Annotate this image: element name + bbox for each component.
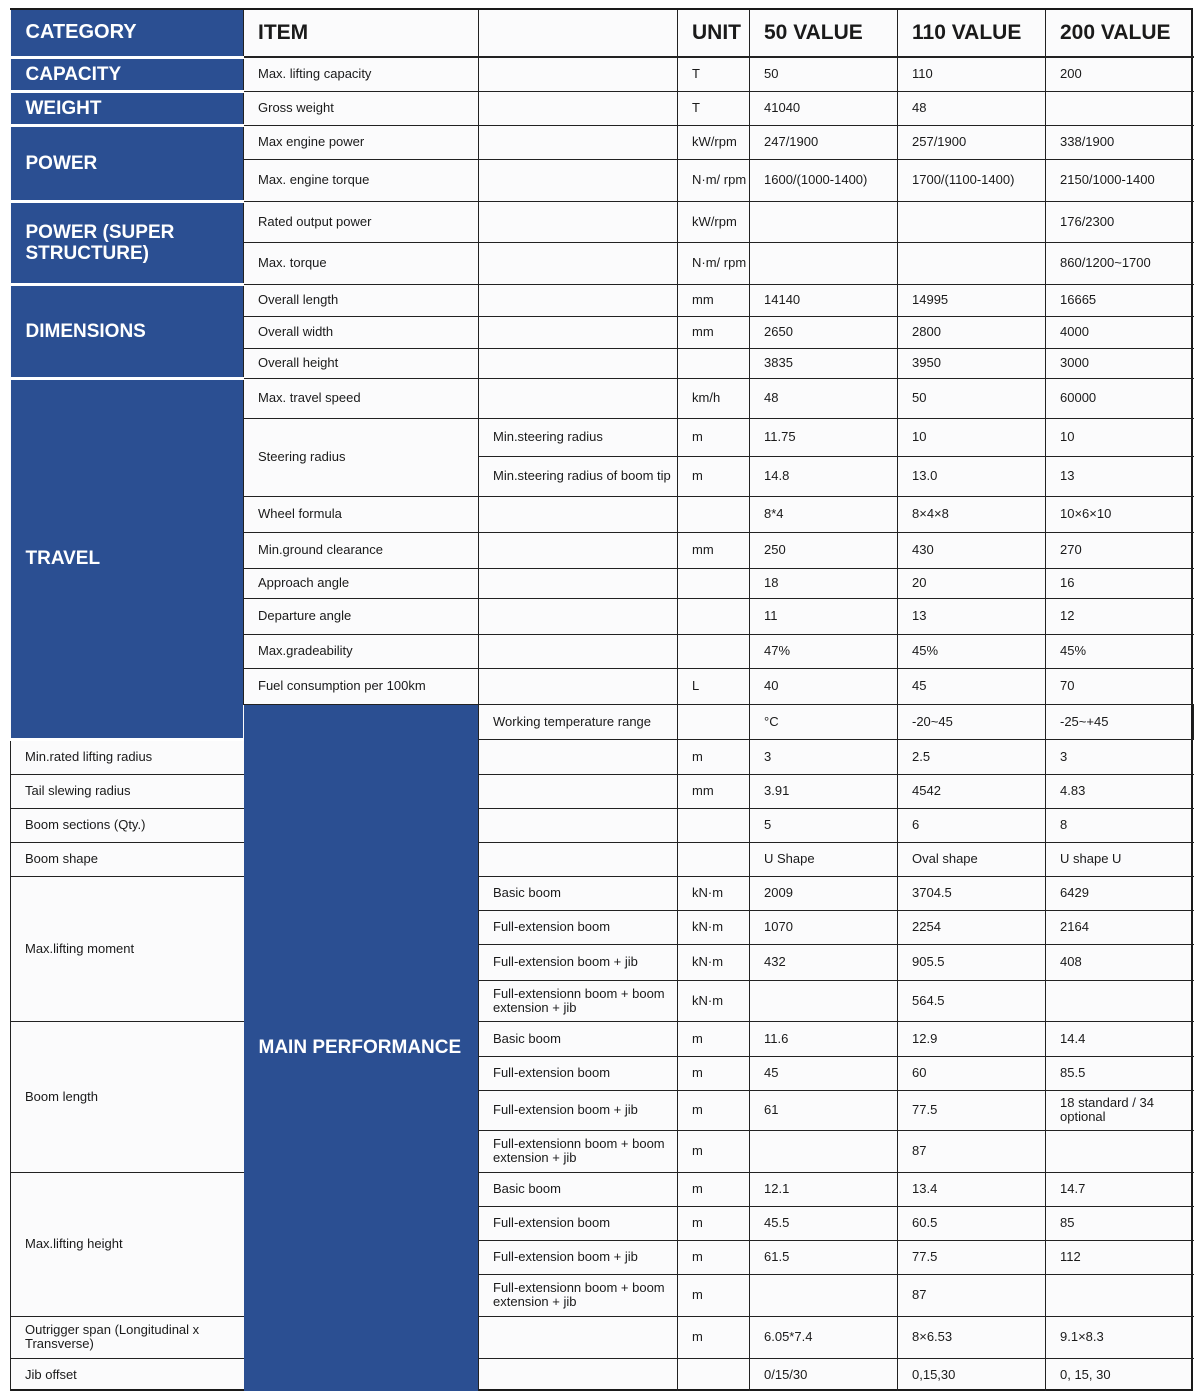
value-110-cell: 8×6.53	[898, 1316, 1046, 1358]
value-110-cell: 60	[898, 1056, 1046, 1090]
unit-cell	[678, 496, 750, 532]
unit-cell: kW/rpm	[678, 201, 750, 242]
item-cell: Fuel consumption per 100km	[244, 668, 479, 704]
value-200-cell: 176/2300	[1046, 201, 1194, 242]
value-200-cell: 3	[1046, 739, 1194, 774]
value-200-cell: 10×6×10	[1046, 496, 1194, 532]
value-110-cell: 257/1900	[898, 125, 1046, 159]
item-cell: Overall width	[244, 316, 479, 348]
sub-item-cell: Full-extensionn boom + boom extension + jib	[479, 1274, 678, 1316]
unit-cell: T	[678, 57, 750, 91]
sub-item-cell	[479, 808, 678, 842]
unit-cell: m	[678, 1172, 750, 1206]
unit-cell: kW/rpm	[678, 125, 750, 159]
item-cell: Overall height	[244, 348, 479, 378]
value-110-cell: 60.5	[898, 1206, 1046, 1240]
value-200-cell	[1046, 1274, 1194, 1316]
value-50-cell: 8*4	[750, 496, 898, 532]
value-50-cell	[750, 242, 898, 284]
table-row	[11, 378, 1194, 418]
item-cell: Max engine power	[244, 125, 479, 159]
table-row	[11, 201, 1194, 242]
value-200-cell: 16	[1046, 568, 1194, 598]
value-200-cell: 112	[1046, 1240, 1194, 1274]
unit-cell: kN·m	[678, 944, 750, 980]
sub-item-cell: Min.steering radius of boom tip	[479, 456, 678, 496]
unit-cell: m	[678, 1206, 750, 1240]
unit-cell: m	[678, 1090, 750, 1130]
unit-cell	[678, 842, 750, 876]
value-110-cell	[898, 201, 1046, 242]
table-row	[11, 808, 1194, 842]
unit-cell: m	[678, 1130, 750, 1172]
value-110-cell: 87	[898, 1130, 1046, 1172]
category-main-performance: MAIN PERFORMANCE	[244, 704, 479, 1391]
value-50-cell: 18	[750, 568, 898, 598]
value-50-cell: 48	[750, 378, 898, 418]
sub-item-cell: Basic boom	[479, 1172, 678, 1206]
value-50-cell: -20~45	[898, 704, 1046, 739]
value-50-cell: 1600/(1000-1400)	[750, 159, 898, 201]
unit-cell	[678, 1358, 750, 1391]
sub-item-cell	[479, 125, 678, 159]
value-50-cell: 41040	[750, 91, 898, 125]
unit-cell: kN·m	[678, 980, 750, 1021]
value-110-cell: 2.5	[898, 739, 1046, 774]
value-200-cell	[1046, 980, 1194, 1021]
value-200-cell: 45%	[1046, 634, 1194, 668]
value-50-cell: 14.8	[750, 456, 898, 496]
value-110-cell: 1700/(1100-1400)	[898, 159, 1046, 201]
value-110-cell: 13.0	[898, 456, 1046, 496]
unit-cell: m	[678, 1316, 750, 1358]
sub-item-cell: Min.steering radius	[479, 418, 678, 456]
value-110-cell: 45	[898, 668, 1046, 704]
value-50-cell: 1070	[750, 910, 898, 944]
sub-item-cell	[479, 348, 678, 378]
value-110-cell: 87	[898, 1274, 1046, 1316]
value-200-cell: 13	[1046, 456, 1194, 496]
value-200-cell: 14.4	[1046, 1021, 1194, 1056]
unit-cell	[678, 808, 750, 842]
value-50-cell	[750, 1130, 898, 1172]
sub-item-cell	[479, 316, 678, 348]
sub-item-cell	[479, 568, 678, 598]
value-110-cell: -25~+45	[1046, 704, 1194, 739]
table-row	[11, 774, 1194, 808]
unit-cell: kN·m	[678, 910, 750, 944]
item-cell: Max.lifting moment	[11, 876, 244, 1021]
value-200-cell: 2150/1000-1400	[1046, 159, 1194, 201]
value-110-cell: 12.9	[898, 1021, 1046, 1056]
value-110-cell: 905.5	[898, 944, 1046, 980]
table-row	[11, 1172, 1194, 1206]
value-200-cell: 408	[1046, 944, 1194, 980]
sub-item-cell: Full-extensionn boom + boom extension + jib	[479, 1130, 678, 1172]
value-50-cell: 45	[750, 1056, 898, 1090]
spec-table-sheet	[10, 8, 1193, 1391]
value-110-cell: 13.4	[898, 1172, 1046, 1206]
category-dimensions: DIMENSIONS	[11, 284, 244, 378]
value-200-cell: 85	[1046, 1206, 1194, 1240]
table-row	[11, 876, 1194, 910]
value-110-cell: 8×4×8	[898, 496, 1046, 532]
unit-cell: m	[678, 1274, 750, 1316]
item-cell: Jib offset	[11, 1358, 244, 1391]
sub-item-cell	[479, 91, 678, 125]
sub-item-cell	[479, 1358, 678, 1391]
header-200-value: 200 VALUE	[1046, 10, 1194, 57]
sub-item-cell	[479, 532, 678, 568]
value-200-cell: 2164	[1046, 910, 1194, 944]
value-200-cell: 200	[1046, 57, 1194, 91]
value-110-cell: 13	[898, 598, 1046, 634]
sub-item-cell: Full-extension boom + jib	[479, 944, 678, 980]
value-50-cell: 50	[750, 57, 898, 91]
table-row	[11, 125, 1194, 159]
category-capacity: CAPACITY	[11, 57, 244, 91]
unit-cell: mm	[678, 284, 750, 316]
value-200-cell: 4.83	[1046, 774, 1194, 808]
value-110-cell: 3704.5	[898, 876, 1046, 910]
value-50-cell: 40	[750, 668, 898, 704]
unit-cell: mm	[678, 774, 750, 808]
unit-cell: m	[678, 418, 750, 456]
value-50-cell: 247/1900	[750, 125, 898, 159]
sub-item-cell: Full-extension boom + jib	[479, 1240, 678, 1274]
sub-item-cell	[479, 159, 678, 201]
value-110-cell: 20	[898, 568, 1046, 598]
value-110-cell: 48	[898, 91, 1046, 125]
value-50-cell: U Shape	[750, 842, 898, 876]
sub-item-cell: Full-extension boom + jib	[479, 1090, 678, 1130]
table-row	[11, 284, 1194, 316]
value-50-cell: 45.5	[750, 1206, 898, 1240]
spec-table	[10, 10, 1194, 1391]
item-cell: Min.rated lifting radius	[11, 739, 244, 774]
value-110-cell	[898, 242, 1046, 284]
item-cell: Min.ground clearance	[244, 532, 479, 568]
value-50-cell	[750, 201, 898, 242]
value-50-cell: 2009	[750, 876, 898, 910]
value-110-cell: Oval shape	[898, 842, 1046, 876]
sub-item-cell: Full-extension boom	[479, 910, 678, 944]
value-110-cell: 3950	[898, 348, 1046, 378]
header-sub	[479, 10, 678, 57]
value-110-cell: 2800	[898, 316, 1046, 348]
item-cell: Max. engine torque	[244, 159, 479, 201]
sub-item-cell	[479, 634, 678, 668]
value-110-cell: 564.5	[898, 980, 1046, 1021]
value-200-cell: 16665	[1046, 284, 1194, 316]
item-cell: Overall length	[244, 284, 479, 316]
unit-cell	[678, 348, 750, 378]
value-110-cell: 77.5	[898, 1090, 1046, 1130]
category-travel: TRAVEL	[11, 378, 244, 739]
unit-cell: mm	[678, 316, 750, 348]
item-cell: Max.gradeability	[244, 634, 479, 668]
unit-cell: N·m/ rpm	[678, 242, 750, 284]
item-cell: Wheel formula	[244, 496, 479, 532]
unit-cell	[678, 634, 750, 668]
sub-item-cell: Basic boom	[479, 1021, 678, 1056]
unit-cell: kN·m	[678, 876, 750, 910]
value-200-cell: 10	[1046, 418, 1194, 456]
value-200-cell: 12	[1046, 598, 1194, 634]
value-200-cell: 6429	[1046, 876, 1194, 910]
value-110-cell: 45%	[898, 634, 1046, 668]
unit-cell: m	[678, 1021, 750, 1056]
value-110-cell: 0,15,30	[898, 1358, 1046, 1391]
value-50-cell: 11.75	[750, 418, 898, 456]
sub-item-cell: Full-extension boom	[479, 1206, 678, 1240]
value-50-cell: 2650	[750, 316, 898, 348]
unit-cell: m	[678, 1240, 750, 1274]
table-row	[11, 57, 1194, 91]
item-cell: Outrigger span (Longitudinal x Transverse)	[11, 1316, 244, 1358]
sub-item-cell: Full-extensionn boom + boom extension + jib	[479, 980, 678, 1021]
sub-item-cell	[479, 242, 678, 284]
unit-cell: m	[678, 739, 750, 774]
unit-cell: T	[678, 91, 750, 125]
item-cell: Boom sections (Qty.)	[11, 808, 244, 842]
value-50-cell: 14140	[750, 284, 898, 316]
sub-item-cell	[479, 284, 678, 316]
header-unit: UNIT	[678, 10, 750, 57]
sub-item-cell	[479, 1316, 678, 1358]
value-50-cell: 3	[750, 739, 898, 774]
value-50-cell: 250	[750, 532, 898, 568]
table-row	[11, 739, 1194, 774]
value-200-cell: U shape U	[1046, 842, 1194, 876]
table-row	[11, 1358, 1194, 1391]
value-110-cell: 4542	[898, 774, 1046, 808]
sub-item-cell: Basic boom	[479, 876, 678, 910]
unit-cell: km/h	[678, 378, 750, 418]
unit-cell: m	[678, 456, 750, 496]
sub-item-cell	[479, 598, 678, 634]
value-50-cell: 47%	[750, 634, 898, 668]
value-50-cell	[750, 980, 898, 1021]
item-cell: Boom length	[11, 1021, 244, 1172]
unit-cell	[678, 568, 750, 598]
value-110-cell: 6	[898, 808, 1046, 842]
item-cell: Tail slewing radius	[11, 774, 244, 808]
value-110-cell: 110	[898, 57, 1046, 91]
value-50-cell: 12.1	[750, 1172, 898, 1206]
item-cell: Max. lifting capacity	[244, 57, 479, 91]
category-power-super-structure: POWER (SUPER STRUCTURE)	[11, 201, 244, 284]
value-200-cell: 4000	[1046, 316, 1194, 348]
table-row	[11, 1316, 1194, 1358]
value-110-cell: 430	[898, 532, 1046, 568]
header-item: ITEM	[244, 10, 479, 57]
value-50-cell: 3.91	[750, 774, 898, 808]
value-200-cell: 3000	[1046, 348, 1194, 378]
sub-item-cell: Full-extension boom	[479, 1056, 678, 1090]
item-cell: Boom shape	[11, 842, 244, 876]
value-110-cell: 2254	[898, 910, 1046, 944]
unit-cell	[678, 598, 750, 634]
value-50-cell: 5	[750, 808, 898, 842]
table-row	[11, 842, 1194, 876]
value-50-cell: 432	[750, 944, 898, 980]
unit-cell: mm	[678, 532, 750, 568]
value-200-cell: 860/1200~1700	[1046, 242, 1194, 284]
value-200-cell	[1046, 91, 1194, 125]
value-200-cell: 9.1×8.3	[1046, 1316, 1194, 1358]
sub-item-cell	[479, 668, 678, 704]
value-200-cell: 338/1900	[1046, 125, 1194, 159]
value-200-cell	[1046, 1130, 1194, 1172]
item-cell: Departure angle	[244, 598, 479, 634]
item-cell: Steering radius	[244, 418, 479, 496]
item-cell: Max.lifting height	[11, 1172, 244, 1316]
item-cell: Rated output power	[244, 201, 479, 242]
value-200-cell: 60000	[1046, 378, 1194, 418]
category-power: POWER	[11, 125, 244, 201]
value-50-cell: 61.5	[750, 1240, 898, 1274]
value-50-cell	[750, 1274, 898, 1316]
value-50-cell: 11	[750, 598, 898, 634]
table-row	[11, 91, 1194, 125]
unit-cell: L	[678, 668, 750, 704]
value-200-cell: 270	[1046, 532, 1194, 568]
item-cell: Max. torque	[244, 242, 479, 284]
value-50-cell: 0/15/30	[750, 1358, 898, 1391]
sub-item-cell	[678, 704, 750, 739]
value-200-cell: 14.7	[1046, 1172, 1194, 1206]
header-row	[11, 10, 1194, 57]
category-weight: WEIGHT	[11, 91, 244, 125]
unit-cell: °C	[750, 704, 898, 739]
sub-item-cell	[479, 57, 678, 91]
value-200-cell: 8	[1046, 808, 1194, 842]
value-200-cell: 18 standard / 34 optional	[1046, 1090, 1194, 1130]
item-cell: Gross weight	[244, 91, 479, 125]
value-50-cell: 3835	[750, 348, 898, 378]
value-200-cell: 70	[1046, 668, 1194, 704]
value-110-cell: 14995	[898, 284, 1046, 316]
sub-item-cell	[479, 842, 678, 876]
unit-cell: m	[678, 1056, 750, 1090]
value-200-cell: 0, 15, 30	[1046, 1358, 1194, 1391]
table-row	[11, 1021, 1194, 1056]
value-110-cell: 77.5	[898, 1240, 1046, 1274]
item-cell: Max. travel speed	[244, 378, 479, 418]
sub-item-cell	[479, 774, 678, 808]
value-110-cell: 10	[898, 418, 1046, 456]
header-50-value: 50 VALUE	[750, 10, 898, 57]
sub-item-cell	[479, 378, 678, 418]
item-cell: Working temperature range	[479, 704, 678, 739]
value-50-cell: 61	[750, 1090, 898, 1130]
header-110-value: 110 VALUE	[898, 10, 1046, 57]
unit-cell: N·m/ rpm	[678, 159, 750, 201]
header-category: CATEGORY	[11, 10, 244, 57]
value-50-cell: 6.05*7.4	[750, 1316, 898, 1358]
value-200-cell: 85.5	[1046, 1056, 1194, 1090]
sub-item-cell	[479, 201, 678, 242]
value-110-cell: 50	[898, 378, 1046, 418]
sub-item-cell	[479, 496, 678, 532]
sub-item-cell	[479, 739, 678, 774]
value-50-cell: 11.6	[750, 1021, 898, 1056]
item-cell: Approach angle	[244, 568, 479, 598]
